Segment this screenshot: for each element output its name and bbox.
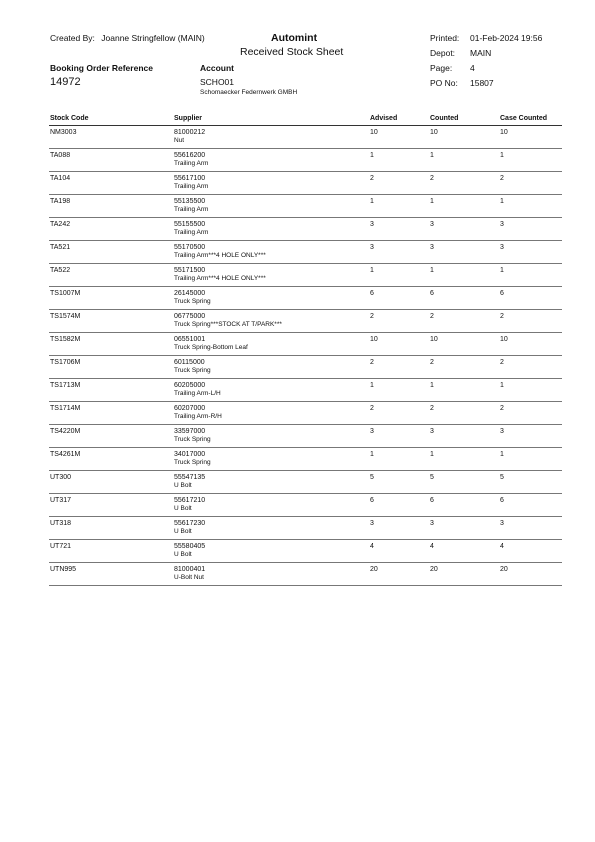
advised-cell: 2: [370, 359, 374, 366]
item-description: Nut: [174, 137, 185, 144]
counted-cell: 1: [430, 382, 434, 389]
stock-code-cell: TS4220M: [50, 428, 81, 435]
stock-code-cell: TA521: [50, 244, 71, 251]
case-counted-cell: 1: [500, 267, 504, 274]
supplier-cell: [174, 129, 205, 144]
supplier-code: 60205000: [174, 382, 206, 389]
supplier-cell: [174, 566, 205, 581]
item-description: U-Bolt Nut: [174, 574, 204, 581]
supplier-cell: [174, 474, 205, 489]
supplier-cell: [174, 428, 211, 443]
counted-cell: 2: [430, 175, 434, 182]
item-description: Truck Spring***STOCK AT T/PARK***: [174, 321, 282, 328]
table-row: [49, 172, 562, 195]
case-counted-cell: 6: [500, 290, 504, 297]
stock-table: [49, 113, 562, 586]
col-case-counted: Case Counted: [500, 115, 548, 122]
table-row: [49, 126, 562, 149]
supplier-cell: [174, 405, 222, 420]
counted-cell: 2: [430, 313, 434, 320]
stock-code-cell: TA522: [50, 267, 71, 274]
item-description: Truck Spring: [174, 436, 211, 443]
page-value: 4: [470, 63, 475, 73]
stock-code-cell: UTN995: [50, 566, 77, 573]
supplier-code: 55580405: [174, 543, 206, 550]
advised-cell: 2: [370, 313, 374, 320]
counted-cell: 2: [430, 359, 434, 366]
created-by-value: Joanne Stringfellow (MAIN): [101, 33, 205, 43]
stock-code-cell: TA198: [50, 198, 71, 205]
company-name: Automint: [271, 32, 318, 44]
supplier-code: 81000212: [174, 129, 206, 136]
advised-cell: 3: [370, 221, 374, 228]
case-counted-cell: 3: [500, 520, 504, 527]
col-advised: Advised: [370, 115, 398, 122]
advised-cell: 6: [370, 290, 374, 297]
supplier-cell: [174, 451, 211, 466]
table-row: [49, 218, 562, 241]
supplier-cell: [174, 267, 266, 282]
booking-ref-label: Booking Order Reference: [50, 63, 153, 73]
advised-cell: 20: [370, 566, 378, 573]
advised-cell: 1: [370, 198, 374, 205]
sheet-title: Received Stock Sheet: [240, 46, 344, 58]
printed-value: 01-Feb-2024 19:56: [470, 33, 543, 43]
supplier-cell: [174, 543, 205, 558]
stock-code-cell: UT300: [50, 474, 72, 481]
case-counted-cell: 6: [500, 497, 504, 504]
account-code: SCHO01: [200, 77, 235, 87]
advised-cell: 3: [370, 244, 374, 251]
table-row: [49, 563, 562, 586]
case-counted-cell: 2: [500, 359, 504, 366]
created-by: [50, 33, 205, 43]
depot-label: Depot:: [430, 48, 456, 58]
supplier-code: 60207000: [174, 405, 206, 412]
supplier-code: 06551001: [174, 336, 206, 343]
case-counted-cell: 3: [500, 244, 504, 251]
item-description: Trailing Arm: [174, 183, 209, 190]
advised-cell: 1: [370, 451, 374, 458]
supplier-code: 55170500: [174, 244, 206, 251]
case-counted-cell: 3: [500, 221, 504, 228]
supplier-code: 81000401: [174, 566, 206, 573]
case-counted-cell: 10: [500, 336, 508, 343]
advised-cell: 2: [370, 175, 374, 182]
table-row: [49, 494, 562, 517]
advised-cell: 6: [370, 497, 374, 504]
case-counted-cell: 2: [500, 175, 504, 182]
stock-code-cell: TS1714M: [50, 405, 81, 412]
supplier-code: 06775000: [174, 313, 206, 320]
case-counted-cell: 2: [500, 405, 504, 412]
item-description: Truck Spring: [174, 367, 211, 374]
counted-cell: 1: [430, 152, 434, 159]
case-counted-cell: 2: [500, 313, 504, 320]
table-row: [49, 471, 562, 494]
table-row: [49, 195, 562, 218]
supplier-code: 55617210: [174, 497, 206, 504]
supplier-code: 33597000: [174, 428, 206, 435]
stock-code-cell: TS1706M: [50, 359, 81, 366]
advised-cell: 10: [370, 129, 378, 136]
po-label: PO No:: [430, 78, 458, 88]
item-description: U Bolt: [174, 551, 192, 558]
table-row: [49, 517, 562, 540]
supplier-cell: [174, 520, 205, 535]
item-description: Truck Spring: [174, 459, 211, 466]
supplier-code: 55547135: [174, 474, 206, 481]
case-counted-cell: 20: [500, 566, 508, 573]
item-description: Truck Spring-Bottom Leaf: [174, 344, 248, 351]
counted-cell: 10: [430, 336, 438, 343]
stock-code-cell: TS1574M: [50, 313, 81, 320]
advised-cell: 4: [370, 543, 374, 550]
item-description: U Bolt: [174, 505, 192, 512]
created-by-label: Created By:: [50, 33, 95, 43]
stock-code-cell: NM3003: [50, 129, 77, 136]
supplier-code: 55171500: [174, 267, 206, 274]
table-header: [49, 113, 562, 126]
supplier-code: 34017000: [174, 451, 206, 458]
table-row: [49, 356, 562, 379]
advised-cell: 2: [370, 405, 374, 412]
stock-code-cell: UT318: [50, 520, 72, 527]
counted-cell: 3: [430, 244, 434, 251]
advised-cell: 1: [370, 382, 374, 389]
supplier-code: 55135500: [174, 198, 206, 205]
counted-cell: 3: [430, 428, 434, 435]
item-description: Trailing Arm: [174, 160, 209, 167]
stock-code-cell: UT317: [50, 497, 72, 504]
counted-cell: 4: [430, 543, 434, 550]
item-description: Truck Spring: [174, 298, 211, 305]
stock-code-cell: TA242: [50, 221, 71, 228]
table-row: [49, 425, 562, 448]
item-description: Trailing Arm: [174, 206, 209, 213]
booking-ref-value: 14972: [50, 76, 81, 88]
supplier-cell: [174, 175, 208, 190]
stock-code-cell: TS1582M: [50, 336, 81, 343]
advised-cell: 1: [370, 152, 374, 159]
table-row: [49, 402, 562, 425]
item-description: Trailing Arm-R/H: [174, 413, 222, 420]
supplier-cell: [174, 313, 282, 328]
case-counted-cell: 1: [500, 152, 504, 159]
advised-cell: 3: [370, 520, 374, 527]
supplier-code: 55155500: [174, 221, 206, 228]
counted-cell: 10: [430, 129, 438, 136]
supplier-code: 55617100: [174, 175, 206, 182]
table-row: [49, 310, 562, 333]
item-description: U Bolt: [174, 528, 192, 535]
case-counted-cell: 10: [500, 129, 508, 136]
col-supplier: Supplier: [174, 115, 203, 122]
supplier-cell: [174, 290, 211, 305]
advised-cell: 3: [370, 428, 374, 435]
item-description: Trailing Arm: [174, 229, 209, 236]
counted-cell: 6: [430, 497, 434, 504]
counted-cell: 3: [430, 221, 434, 228]
stock-code-cell: TA088: [50, 152, 71, 159]
depot-value: MAIN: [470, 48, 492, 58]
table-row: [49, 333, 562, 356]
counted-cell: 1: [430, 267, 434, 274]
account-name: Schomaecker Federnwerk GMBH: [200, 89, 298, 96]
supplier-code: 60115000: [174, 359, 205, 366]
item-description: U Bolt: [174, 482, 192, 489]
table-row: [49, 264, 562, 287]
stock-code-cell: TS1713M: [50, 382, 81, 389]
counted-cell: 1: [430, 198, 434, 205]
case-counted-cell: 5: [500, 474, 504, 481]
case-counted-cell: 1: [500, 451, 504, 458]
supplier-cell: [174, 382, 221, 397]
counted-cell: 2: [430, 405, 434, 412]
case-counted-cell: 4: [500, 543, 504, 550]
supplier-cell: [174, 336, 248, 351]
item-description: Trailing Arm-L/H: [174, 390, 221, 397]
printed-label: Printed:: [430, 33, 460, 43]
table-row: [49, 149, 562, 172]
counted-cell: 5: [430, 474, 434, 481]
supplier-cell: [174, 497, 205, 512]
supplier-cell: [174, 221, 208, 236]
counted-cell: 6: [430, 290, 434, 297]
case-counted-cell: 1: [500, 198, 504, 205]
table-body: [49, 126, 562, 586]
table-row: [49, 241, 562, 264]
account-label: Account: [200, 63, 234, 73]
col-counted: Counted: [430, 115, 459, 122]
advised-cell: 5: [370, 474, 374, 481]
stock-code-cell: UT721: [50, 543, 72, 550]
page-label: Page:: [430, 63, 453, 73]
advised-cell: 10: [370, 336, 378, 343]
table-row: [49, 287, 562, 310]
po-value: 15807: [470, 78, 494, 88]
supplier-code: 26145000: [174, 290, 206, 297]
supplier-cell: [174, 359, 211, 374]
supplier-cell: [174, 198, 208, 213]
supplier-cell: [174, 244, 266, 259]
stock-code-cell: TS1007M: [50, 290, 81, 297]
stock-code-cell: TA104: [50, 175, 71, 182]
table-row: [49, 448, 562, 471]
supplier-cell: [174, 152, 208, 167]
item-description: Trailing Arm***4 HOLE ONLY***: [174, 275, 266, 282]
table-row: [49, 540, 562, 563]
supplier-code: 55617230: [174, 520, 206, 527]
case-counted-cell: 3: [500, 428, 504, 435]
supplier-code: 55616200: [174, 152, 206, 159]
case-counted-cell: 1: [500, 382, 504, 389]
item-description: Trailing Arm***4 HOLE ONLY***: [174, 252, 266, 259]
stock-code-cell: TS4261M: [50, 451, 81, 458]
counted-cell: 3: [430, 520, 434, 527]
counted-cell: 1: [430, 451, 434, 458]
col-stock-code: Stock Code: [50, 115, 89, 122]
advised-cell: 1: [370, 267, 374, 274]
table-row: [49, 379, 562, 402]
counted-cell: 20: [430, 566, 438, 573]
